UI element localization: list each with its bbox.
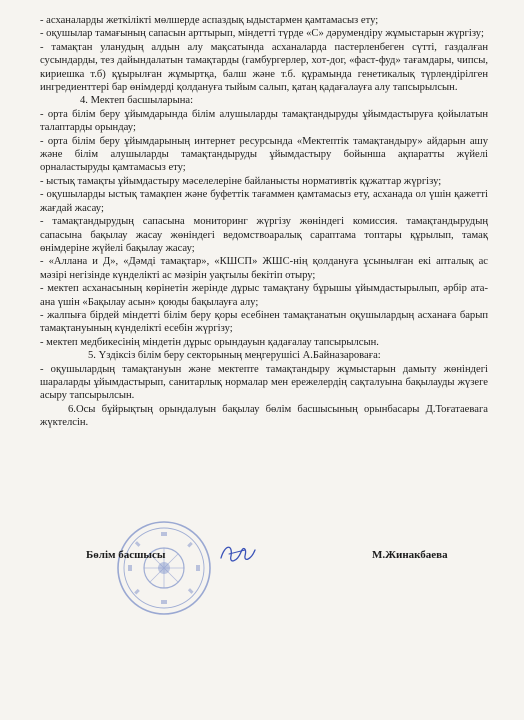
- section-heading-4: 4. Мектеп басшыларына:: [80, 95, 194, 107]
- paragraph: - мектеп медбикесінің міндетін дұрыс орындауын қадағалау тапсырылсын.: [40, 336, 379, 348]
- section-heading-5: 5. Үздіксіз білім беру секторының меңгерушісі А.Байназароваға:: [88, 350, 381, 362]
- section-heading-6: 6.Осы бұйрықтың орындалуын бақылау бөлім басшысының орынбасары Д.Тоғатаевага жүктелсін.: [40, 403, 488, 429]
- paragraph: - тамақтан уланудың алдын алу мақсатында асханаларда пастерленбеген сүтті, газдалған сусындарды, тез дайындалатын тамақтарды (гамбургерлер, хот-дог, «фаст-фуд» тағамдары, чипсы, кириешка т.б) құырылған жұмыртқа, балш және т.б. құрамында генетикалық түрлендірілген ингредиенттері бар өнімдерді қолдануға тыйым салып, қатаң қадағалауға алу тапсырылсын.: [40, 41, 488, 94]
- signature-block: [0, 549, 524, 569]
- paragraph: - жалпыға бірдей міндетті білім беру қоры есебінен тамақтанатын оқушылардың асханаға барып тамақтануының күнделікті есебін жүргізу;: [40, 309, 488, 335]
- signatory-title: Бөлім басшысы: [86, 549, 166, 561]
- paragraph: - асханаларды жеткілікті мөлшерде аспаздық ыдыстармен қамтамасыз ету;: [40, 15, 379, 26]
- paragraph: - орта білім беру ұйымдарында білім алушыларды тамақтандыруды ұйымдастыруға қойылатын талаптарды орындау;: [40, 108, 488, 134]
- document-body: [40, 14, 488, 430]
- paragraph: - «Аллана и Д», «Дәмді тамақтар», «КШСП» ЖШС-нің қолдануға ұсынылған екі апталық ас мәзірі негізінде күнделікті ас мәзірін уақтылы бекітіп отыру;: [40, 256, 488, 281]
- paragraph: - ыстық тамақты ұйымдастыру мәселелеріне байланысты нормативтік құжаттар жүргізу;: [40, 175, 442, 187]
- paragraph: - орта білім беру ұйымдарының интернет ресурсында «Мектептік тамақтандыру» айдарын ашу және білім алушыларды тамақтандыруды ұйымдастыру бойынша ақпаратты жүйелі орналастыруды қамтамасыз ету;: [40, 135, 488, 174]
- paragraph: - тамақтандырудың сапасына мониторинг жүргізу жөніндегі комиссия. тамақтандырудың сапасына бақылау жасау жөніндегі ведомствоаралық сараптама топтары құрылып, тамақ өнімдеріне жүйелі бақылау жасау;: [40, 216, 488, 254]
- handwritten-signature-icon: [215, 538, 261, 568]
- paragraph: - оқушылардың тамақтануын және мектепте тамақтандыру жұмыстарын дамыту жөніндегі шараларды ұйымдастырып, санитарлық нормалар мен ережелердің сақталуына бақылауды жүзеге асыру тапсырылсын.: [40, 363, 488, 402]
- paragraph: - мектеп асханасының көрінетін жерінде дұрыс тамақтану бұрышы ұйымдастырылып, әрбір ата-ана үшін «Бақылау асын» қоюды бақылауға алу;: [40, 283, 488, 308]
- paragraph: - оқушыларды ыстық тамақпен және буфеттік тағаммен қамтамасыз ету, асханада ол үшін қажетті жағдай жасау;: [40, 189, 488, 214]
- paragraph: - оқушылар тамағының сапасын арттырып, міндетті түрде «С» дәрумендіру жұмыстарын жүргізу;: [40, 28, 484, 40]
- signatory-name: М.Жинакбаева: [372, 549, 448, 561]
